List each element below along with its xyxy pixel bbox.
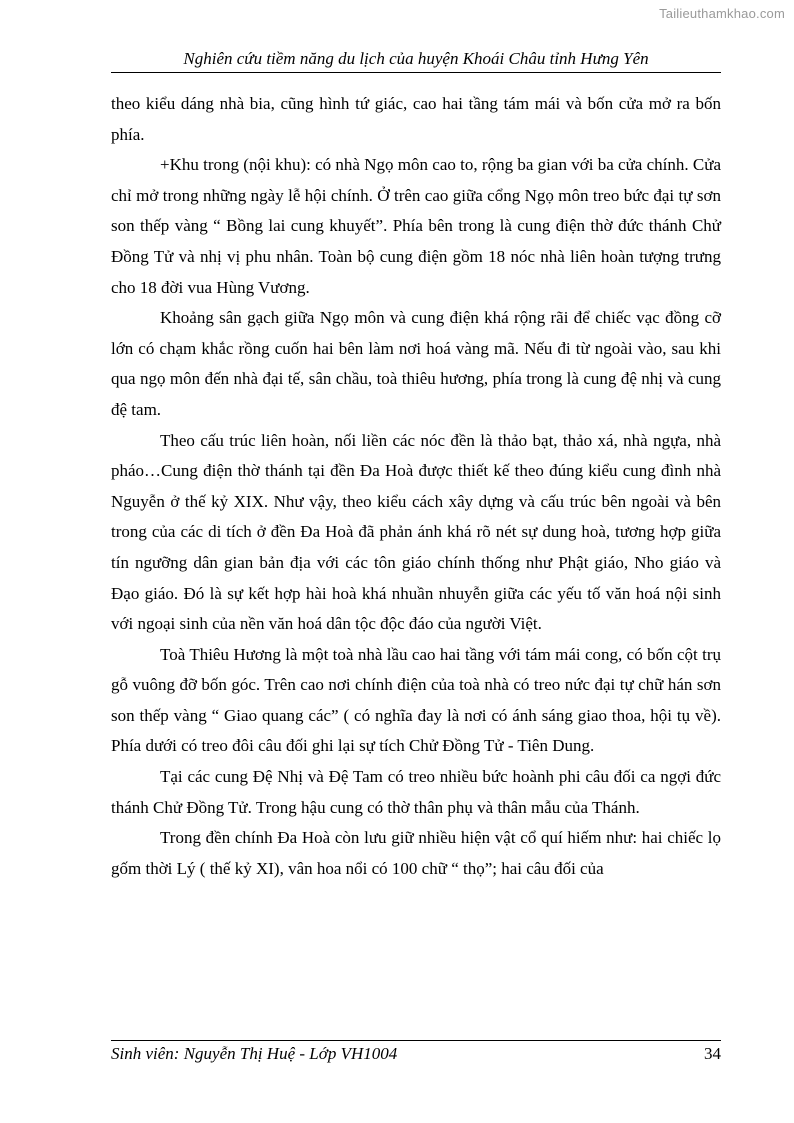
watermark: Tailieuthamkhao.com bbox=[659, 6, 785, 21]
footer-divider bbox=[111, 1040, 721, 1041]
paragraph-4: Theo cấu trúc liên hoàn, nối liền các nóc đền là thảo bạt, thảo xá, nhà ngựa, nhà pháo…Cung điện thờ thánh tại đền Đa Hoà được thiết kế theo đúng kiểu cung đình nhà Nguyễn ở thế kỷ XIX. Như vậy, theo kiểu cách xây dựng và cấu trúc bên ngoài và bên trong của các di tích ở đền Đa Hoà đã phản ánh khá rõ nét sự dung hoà, tương hợp giữa tín ngưỡng dân gian bản địa với các tôn giáo chính thống như Phật giáo, Nho giáo và Đạo giáo. Đó là sự kết hợp hài hoà khá nhuần nhuyễn giữa các yếu tố văn hoá nội sinh với ngoại sinh của nền văn hoá dân tộc độc đáo của người Việt. bbox=[111, 430, 721, 634]
page-header: Nghiên cứu tiềm năng du lịch của huyện Khoái Châu tỉnh Hưng Yên bbox=[111, 48, 721, 73]
paragraph-3: Khoảng sân gạch giữa Ngọ môn và cung điện khá rộng rãi để chiếc vạc đồng cỡ lớn có chạm khắc rồng cuốn hai bên làm nơi hoá vàng mã. Nếu đi từ ngoài vào, sau khi qua ngọ môn đến nhà đại tế, sân chầu, toà thiêu hương, phía trong là cung đệ nhị và cung đệ tam. bbox=[111, 308, 721, 419]
body-text bbox=[111, 89, 721, 884]
paragraph-2: +Khu trong (nội khu): có nhà Ngọ môn cao to, rộng ba gian với ba cửa chính. Cửa chỉ mở trong những ngày lễ hội chính. Ở trên cao giữa cổng Ngọ môn treo bức đại tự sơn son thếp vàng “ Bồng lai cung khuyết”. Phía bên trong là cung điện thờ đức thánh Chử Đồng Tử và nhị vị phu nhân. Toàn bộ cung điện gồm 18 nóc nhà liên hoàn tượng trưng cho 18 đời vua Hùng Vương. bbox=[111, 155, 721, 297]
paragraph-5: Toà Thiêu Hương là một toà nhà lầu cao hai tầng với tám mái cong, có bốn cột trụ gỗ vuông đỡ bốn góc. Trên cao nơi chính điện của toà nhà có treo nức đại tự chữ hán sơn son thếp vàng “ Giao quang các” ( có nghĩa đay là nơi có ánh sáng giao thoa, hội tụ về). Phía dưới có treo đôi câu đối ghi lại sự tích Chử Đồng Tử - Tiên Dung. bbox=[111, 644, 721, 756]
paragraph-1: theo kiểu dáng nhà bia, cũng hình tứ giác, cao hai tầng tám mái và bốn cửa mở ra bốn phía. bbox=[111, 94, 721, 144]
page-number: 34 bbox=[704, 1044, 721, 1063]
paragraph-6: Tại các cung Đệ Nhị và Đệ Tam có treo nhiều bức hoành phi câu đối ca ngợi đức thánh Chử Đồng Tử. Trong hậu cung có thờ thân phụ và thân mẫu của Thánh. bbox=[111, 767, 721, 817]
paragraph-7: Trong đền chính Đa Hoà còn lưu giữ nhiều hiện vật cổ quí hiếm như: hai chiếc lọ gốm thời Lý ( thế kỷ XI), vân hoa nổi có 100 chữ “ thọ”; hai câu đối của bbox=[111, 828, 721, 878]
footer-author: Sinh viên: Nguyễn Thị Huệ - Lớp VH1004 bbox=[111, 1044, 398, 1063]
